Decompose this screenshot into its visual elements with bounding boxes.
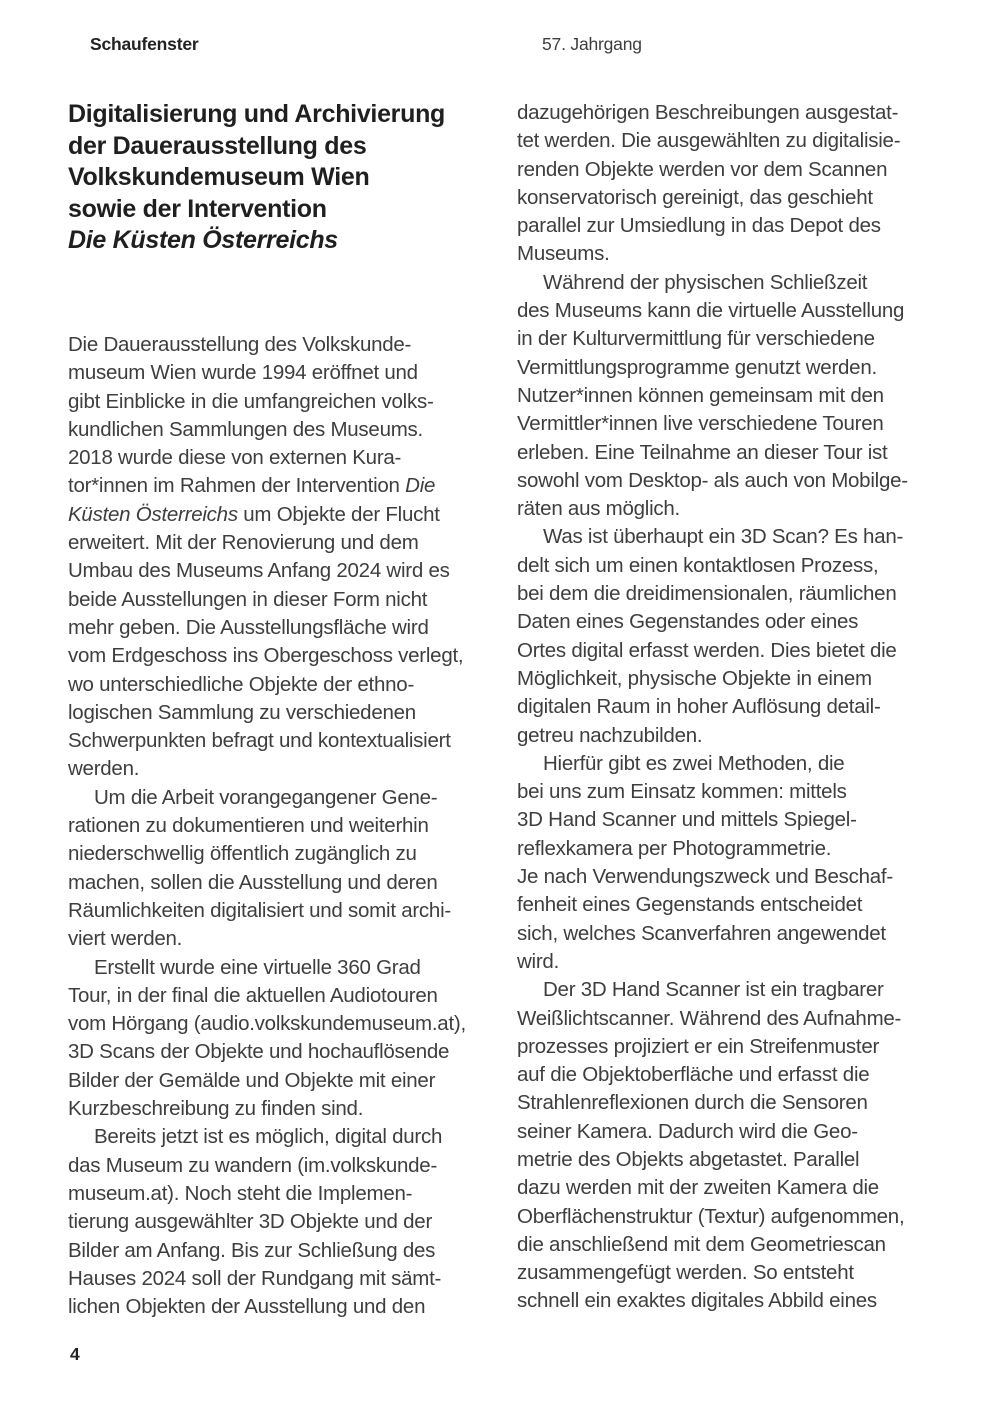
text-segment: machen, sollen die Ausstellung und deren <box>68 870 438 894</box>
text-segment: Oberflächenstruktur (Textur) aufgenommen, <box>517 1204 905 1228</box>
text-segment: Daten eines Gegenstandes oder eines <box>517 610 859 634</box>
text-line <box>68 840 508 868</box>
text-segment: wo unterschiedliche Objekte der ethno- <box>68 672 415 696</box>
text-line <box>517 439 957 467</box>
title-line: Volkskundemuseum Wien <box>68 163 370 192</box>
text-segment: kundlichen Sammlungen des Museums. <box>68 417 423 441</box>
text-segment: 3D Hand Scanner und mittels Spiegel- <box>517 808 857 832</box>
text-segment: Bereits jetzt ist es möglich, digital durch <box>94 1125 443 1149</box>
text-segment: museum.at). Noch steht die Implemen- <box>68 1181 413 1205</box>
text-line <box>517 863 957 891</box>
text-line <box>68 331 508 359</box>
text-line <box>68 1038 508 1066</box>
italic-text-segment: Die <box>405 474 436 498</box>
text-line <box>517 1259 957 1287</box>
text-segment: räten aus möglich. <box>517 497 681 521</box>
article-title <box>68 99 508 257</box>
text-segment: Was ist überhaupt ein 3D Scan? Es han- <box>543 525 904 549</box>
text-segment: Räumlichkeiten digitalisiert und somit archi- <box>68 898 451 922</box>
text-line <box>517 240 957 268</box>
text-line <box>68 586 508 614</box>
text-segment: viert werden. <box>68 927 183 951</box>
text-line <box>517 354 957 382</box>
text-line <box>517 523 957 551</box>
text-segment: Nutzer*innen können gemeinsam mit den <box>517 383 884 407</box>
text-segment: erleben. Eine Teilnahme an dieser Tour ist <box>517 440 888 464</box>
text-line <box>517 1146 957 1174</box>
text-segment: Der 3D Hand Scanner ist ein tragbarer <box>543 978 884 1002</box>
text-segment: digitalen Raum in hoher Auflösung detail- <box>517 695 881 719</box>
text-line <box>517 1089 957 1117</box>
text-segment: bei uns zum Einsatz kommen: mittels <box>517 780 847 804</box>
text-line <box>517 1287 957 1315</box>
title-line: Die Küsten Österreichs <box>68 226 338 255</box>
text-segment: Tour, in der final die aktuellen Audiotouren <box>68 983 438 1007</box>
text-line <box>517 1231 957 1259</box>
text-line <box>517 693 957 721</box>
text-segment: delt sich um einen kontaktlosen Prozess, <box>517 553 879 577</box>
text-segment: werden. <box>68 757 140 781</box>
text-line <box>68 359 508 387</box>
text-line <box>517 269 957 297</box>
column-left <box>68 331 508 1321</box>
text-line <box>517 382 957 410</box>
text-segment: Je nach Verwendungszweck und Beschaf- <box>517 865 893 889</box>
text-line <box>68 472 508 500</box>
text-line <box>517 608 957 636</box>
text-line <box>517 806 957 834</box>
text-line <box>68 869 508 897</box>
text-segment: Weißlichtscanner. Während des Aufnahme- <box>517 1006 902 1030</box>
text-line <box>517 184 957 212</box>
text-line <box>68 614 508 642</box>
title-line: Digitalisierung und Archivierung <box>68 100 446 128</box>
text-segment: Vermittler*innen live verschiedene Touren <box>517 412 884 436</box>
text-segment: 3D Scans der Objekte und hochauflösende <box>68 1040 450 1064</box>
text-line <box>517 835 957 863</box>
text-line <box>517 410 957 438</box>
text-segment: lichen Objekten der Ausstellung und den <box>68 1295 426 1319</box>
text-line <box>68 529 508 557</box>
text-line <box>517 212 957 240</box>
text-segment: Erstellt wurde eine virtuelle 360 Grad <box>94 955 421 979</box>
text-segment: Möglichkeit, physische Objekte in einem <box>517 666 872 690</box>
text-segment: Vermittlungsprogramme genutzt werden. <box>517 355 877 379</box>
text-line <box>517 495 957 523</box>
text-line <box>68 388 508 416</box>
text-segment: Schwerpunkten befragt und kontextualisiert <box>68 729 451 753</box>
text-segment: reflexkamera per Photogrammetrie. <box>517 836 832 860</box>
text-segment: Kurzbeschreibung zu finden sind. <box>68 1097 364 1121</box>
text-segment: rationen zu dokumentieren und weiterhin <box>68 814 429 838</box>
text-segment: beide Ausstellungen in dieser Form nicht <box>68 587 428 611</box>
text-segment: gibt Einblicke in die umfangreichen volks- <box>68 389 434 413</box>
text-segment: tierung ausgewählter 3D Objekte und der <box>68 1210 433 1234</box>
text-line <box>517 467 957 495</box>
text-line <box>517 637 957 665</box>
text-line <box>517 1005 957 1033</box>
text-line <box>517 156 957 184</box>
text-line <box>68 501 508 529</box>
text-line <box>68 699 508 727</box>
text-segment: Hierfür gibt es zwei Methoden, die <box>543 751 845 775</box>
text-segment: auf die Objektoberfläche und erfasst die <box>517 1063 870 1087</box>
text-segment: Bilder am Anfang. Bis zur Schließung des <box>68 1238 436 1262</box>
text-segment: tor*innen im Rahmen der Intervention <box>68 474 406 498</box>
text-line <box>517 722 957 750</box>
text-line <box>517 750 957 778</box>
text-line <box>68 727 508 755</box>
text-line <box>517 891 957 919</box>
text-line <box>68 1067 508 1095</box>
text-segment: museum Wien wurde 1994 eröffnet und <box>68 361 418 385</box>
journal-name-label: Schaufenster <box>90 34 199 54</box>
text-line <box>517 127 957 155</box>
text-line <box>68 1208 508 1236</box>
text-segment: konservatorisch gereinigt, das geschieht <box>517 185 873 209</box>
column-right <box>517 99 957 1316</box>
text-segment: schnell ein exaktes digitales Abbild eines <box>517 1289 877 1313</box>
page-number: 4 <box>70 1344 80 1364</box>
text-line <box>68 1152 508 1180</box>
text-segment: metrie des Objekts abgetastet. Parallel <box>517 1147 860 1171</box>
text-line <box>68 1095 508 1123</box>
text-segment: parallel zur Umsiedlung in das Depot des <box>517 214 881 238</box>
text-line <box>68 1010 508 1038</box>
text-segment: bei dem die dreidimensionalen, räumlichen <box>517 582 897 606</box>
text-line <box>517 1061 957 1089</box>
text-segment: tet werden. Die ausgewählten zu digitalisie- <box>517 129 901 153</box>
text-segment: prozesses projiziert er ein Streifenmuster <box>517 1034 880 1058</box>
text-line <box>517 580 957 608</box>
text-segment: Umbau des Museums Anfang 2024 wird es <box>68 559 450 583</box>
text-line <box>517 948 957 976</box>
volume-label: 57. Jahrgang <box>542 34 642 54</box>
text-segment: fenheit eines Gegenstands entscheidet <box>517 893 863 917</box>
text-segment: getreu nachzubilden. <box>517 723 703 747</box>
text-line <box>68 954 508 982</box>
text-segment: Die Dauerausstellung des Volkskunde- <box>68 333 412 356</box>
text-line <box>517 1118 957 1146</box>
text-segment: 2018 wurde diese von externen Kura- <box>68 446 402 470</box>
text-line <box>68 755 508 783</box>
text-line <box>68 1237 508 1265</box>
text-segment: Bilder der Gemälde und Objekte mit einer <box>68 1068 436 1092</box>
text-line <box>68 1123 508 1151</box>
text-segment: renden Objekte werden vor dem Scannen <box>517 157 888 181</box>
text-segment: Hauses 2024 soll der Rundgang mit sämt- <box>68 1266 442 1290</box>
text-segment: in der Kulturvermittlung für verschiedene <box>517 327 875 351</box>
text-segment: Während der physischen Schließzeit <box>543 270 868 294</box>
text-segment: Strahlenreflexionen durch die Sensoren <box>517 1091 868 1115</box>
text-segment: vom Hörgang (audio.volkskundemuseum.at), <box>68 1012 466 1036</box>
text-segment: seiner Kamera. Dadurch wird die Geo- <box>517 1119 858 1143</box>
text-segment: Ortes digital erfasst werden. Dies bietet die <box>517 638 897 662</box>
text-line <box>517 920 957 948</box>
text-segment: zusammengefügt werden. So entsteht <box>517 1261 854 1285</box>
text-line <box>68 671 508 699</box>
text-line <box>517 99 957 127</box>
text-line <box>68 1293 508 1321</box>
text-line <box>517 552 957 580</box>
text-line <box>517 778 957 806</box>
text-line <box>68 925 508 953</box>
text-line <box>517 325 957 353</box>
text-segment: niederschwellig öffentlich zugänglich zu <box>68 842 417 866</box>
text-line <box>517 297 957 325</box>
text-line <box>68 812 508 840</box>
text-line <box>517 665 957 693</box>
text-segment: wird. <box>517 949 560 973</box>
text-line <box>517 1033 957 1061</box>
text-segment: sich, welches Scanverfahren angewendet <box>517 921 886 945</box>
text-segment: die anschließend mit dem Geometriescan <box>517 1232 886 1256</box>
text-line <box>68 444 508 472</box>
text-line <box>68 1265 508 1293</box>
text-segment: dazugehörigen Beschreibungen ausgestat- <box>517 101 899 124</box>
text-line <box>68 1180 508 1208</box>
text-line <box>517 1174 957 1202</box>
text-segment: des Museums kann die virtuelle Ausstellung <box>517 299 905 323</box>
text-line <box>68 784 508 812</box>
text-line <box>68 642 508 670</box>
text-line <box>517 1203 957 1231</box>
text-segment: logischen Sammlung zu verschiedenen <box>68 700 416 724</box>
text-segment: mehr geben. Die Ausstellungsfläche wird <box>68 615 429 639</box>
text-segment: Museums. <box>517 242 610 266</box>
text-segment: erweitert. Mit der Renovierung und dem <box>68 531 419 555</box>
text-line <box>68 982 508 1010</box>
title-line: sowie der Intervention <box>68 194 327 223</box>
title-line: der Dauerausstellung des <box>68 131 367 160</box>
text-segment: vom Erdgeschoss ins Obergeschoss verlegt, <box>68 644 464 668</box>
text-segment: das Museum zu wandern (im.volkskunde- <box>68 1153 438 1177</box>
text-line <box>68 897 508 925</box>
text-line <box>68 557 508 585</box>
text-segment: dazu werden mit der zweiten Kamera die <box>517 1176 879 1200</box>
italic-text-segment: Küsten Österreichs <box>68 502 238 526</box>
text-line <box>517 976 957 1004</box>
text-line <box>68 416 508 444</box>
text-segment: um Objekte der Flucht <box>237 502 440 526</box>
text-segment: sowohl vom Desktop- als auch von Mobilge- <box>517 468 908 492</box>
text-segment: Um die Arbeit vorangegangener Gene- <box>94 785 438 809</box>
